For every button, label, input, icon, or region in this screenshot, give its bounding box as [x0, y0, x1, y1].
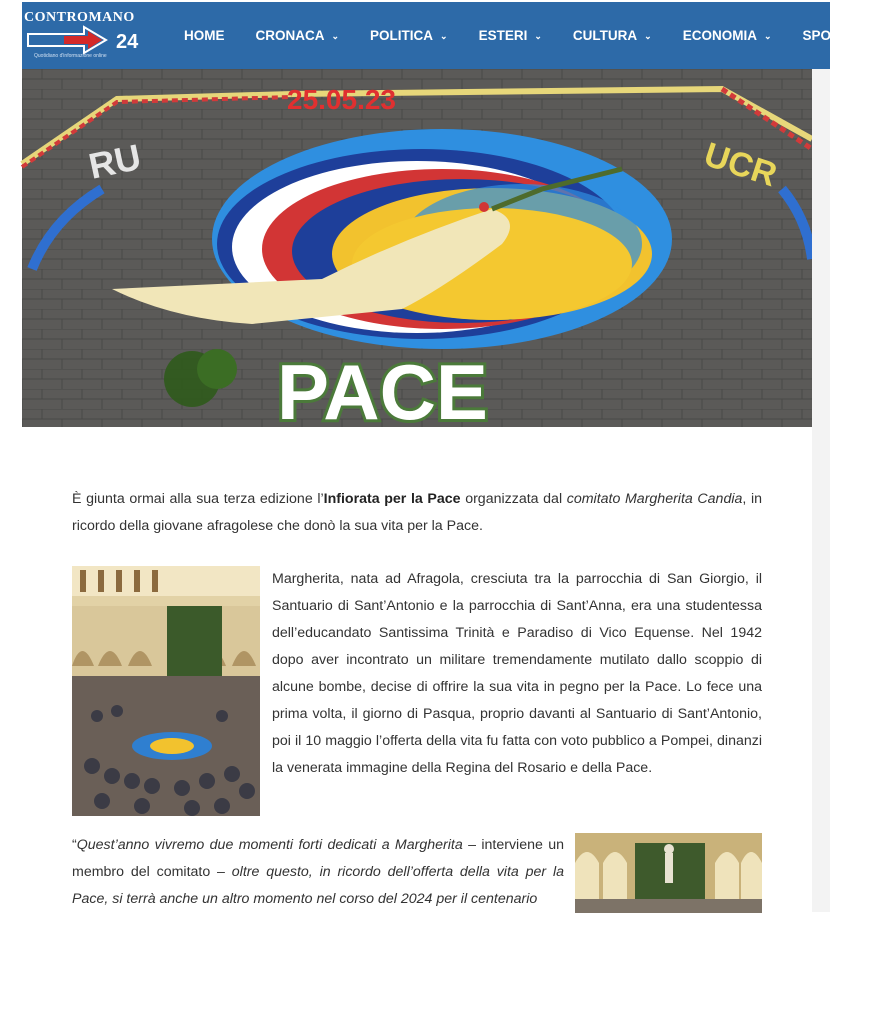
article-quote-paragraph — [72, 832, 564, 914]
courtyard-crowd-image — [72, 566, 260, 816]
chevron-down-icon: ⌄ — [856, 30, 864, 41]
hero-left-letters: RU — [85, 135, 145, 187]
nav-sport[interactable] — [803, 28, 864, 43]
hero-right-letters: UCR — [699, 135, 782, 195]
logo-number: 24 — [116, 31, 139, 53]
logo-brand-text: CONTROMANO — [24, 10, 135, 25]
site-logo[interactable] — [24, 10, 148, 62]
article-intro-paragraph — [72, 486, 762, 540]
nav-economia[interactable] — [683, 28, 772, 43]
nav-home[interactable] — [184, 28, 225, 43]
quote-attribution: – interviene un membro del comitato – — [72, 837, 564, 880]
chevron-down-icon: ⌄ — [331, 30, 340, 41]
intro-text-a: È giunta ormai alla sua terza edizione l’ — [72, 491, 324, 507]
intro-text-c: organizzata dal — [460, 491, 567, 507]
event-name: Infiorata per la Pace — [323, 491, 461, 507]
chevron-down-icon: ⌄ — [440, 30, 448, 41]
chevron-down-icon: ⌄ — [534, 30, 542, 41]
main-nav — [184, 2, 895, 69]
hero-image-infiorata — [22, 69, 812, 436]
nav-economia-label: ECONOMIA — [682, 28, 757, 43]
nav-home-label: HOME — [184, 28, 225, 43]
logo-tagline: Quotidiano d'informazione online — [34, 53, 107, 59]
site-header — [22, 2, 864, 69]
logo-arrow-icon — [24, 24, 148, 56]
hero-pace-word: PACE — [277, 348, 488, 436]
nav-cronaca[interactable] — [256, 28, 340, 43]
chevron-down-icon: ⌄ — [644, 30, 652, 41]
quote-text-d: oltre questo, in ricordo dell’offerta della vita per la Pace, si terrà anche un altro momento nel corso del 2024 per il centenario — [72, 864, 564, 907]
committee-name: comitato Margherita Candia — [566, 491, 743, 507]
quote-open: “ — [72, 837, 77, 853]
chevron-down-icon: ⌄ — [763, 30, 772, 41]
cloister-statue-image — [575, 833, 762, 913]
page-scrollbar-track[interactable] — [812, 69, 830, 912]
article-biography-paragraph: Margherita, nata ad Afragola, cresciuta tra la parrocchia di San Giorgio, il Santuario di Sant’Antonio e la parrocchia di Sant’Anna, era una studentessa dell’educandato Santissima Trinità e Paradiso di Vico Equense. Nel 1942 dopo aver incontrato un militare tremendamente mutilato dallo scoppio di alcune bombe, decise di offrire la sua vita in pegno per la Pace. Lo fece una prima volta, il giorno di Pasqua, proprio davanti al Santuario di Sant’Antonio, poi il 10 maggio l’offerta della vita fu fatta con voto pubblico a Pompei, dinanzi la venerata immagine della Regina del Rosario e della Pace. — [272, 571, 762, 776]
nav-cultura-label: CULTURA — [572, 28, 638, 43]
nav-esteri-label: ESTERI — [478, 28, 528, 43]
nav-cultura[interactable] — [573, 28, 652, 43]
nav-politica-label: POLITICA — [370, 28, 434, 43]
nav-politica[interactable] — [370, 28, 448, 43]
nav-esteri[interactable] — [479, 28, 542, 43]
nav-sport-label: SPORT — [802, 28, 850, 43]
hero-date-text: 25.05.23 — [287, 84, 396, 115]
intro-text-e: , in ricordo della giovane afragolese che donò la sua vita per la Pace. — [72, 491, 763, 534]
quote-text-b: Quest’anno vivremo due momenti forti dedicati a Margherita — [76, 837, 463, 853]
nav-cronaca-label: CRONACA — [255, 28, 325, 43]
